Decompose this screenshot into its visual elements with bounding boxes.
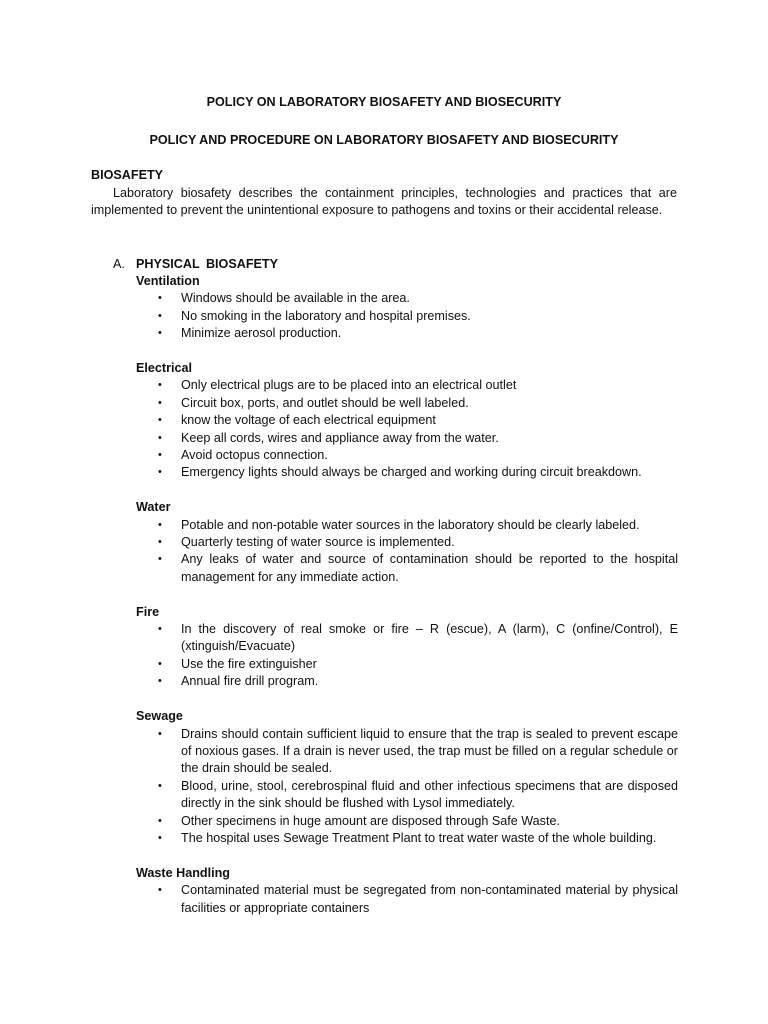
- bullet-icon: •: [158, 449, 162, 462]
- bullet-icon: •: [158, 292, 162, 305]
- bullet-icon: •: [158, 553, 162, 566]
- list-item: [136, 430, 678, 447]
- group-fire: [136, 604, 678, 691]
- list-item-text: Quarterly testing of water source is implemented.: [181, 535, 455, 550]
- bullet-list: [136, 882, 678, 917]
- list-item: [136, 551, 678, 586]
- list-item: [136, 377, 678, 394]
- bullet-icon: •: [158, 779, 162, 792]
- list-item-text: The hospital uses Sewage Treatment Plant to treat water waste of the whole building.: [181, 830, 657, 845]
- biosafety-heading: BIOSAFETY: [91, 168, 164, 182]
- bullet-list: [136, 726, 678, 848]
- bullet-icon: •: [158, 309, 162, 322]
- list-item-text: Avoid octopus connection.: [181, 448, 328, 463]
- list-item-text: Use the fire extinguisher: [181, 656, 317, 671]
- bullet-icon: •: [158, 623, 162, 636]
- group-electrical: [136, 360, 678, 482]
- list-item-text: Circuit box, ports, and outlet should be well labeled.: [181, 395, 469, 410]
- bullet-icon: •: [158, 675, 162, 688]
- list-item-text: Blood, urine, stool, cerebrospinal fluid and other infectious specimens that are disposed directly in the sink should be flushed with Lysol immediately.: [181, 778, 678, 811]
- section-letter: A.: [113, 257, 125, 271]
- list-item-text: In the discovery of real smoke or fire – R (escue), A (larm), C (onfine/Control), E (xtinguish/Evacuate): [181, 622, 678, 654]
- bullet-list: [136, 377, 678, 481]
- bullet-icon: •: [158, 884, 162, 897]
- list-item: [136, 412, 678, 429]
- list-item: [136, 778, 678, 813]
- list-item: [136, 447, 678, 464]
- list-item: [136, 813, 678, 830]
- section-title: PHYSICAL BIOSAFETY: [136, 257, 279, 271]
- list-item: [136, 308, 678, 325]
- bullet-icon: •: [158, 431, 162, 444]
- list-item-text: Minimize aerosol production.: [181, 326, 342, 341]
- bullet-icon: •: [158, 518, 162, 531]
- list-item-text: Other specimens in huge amount are disposed through Safe Waste.: [181, 813, 560, 828]
- list-item: [136, 464, 678, 481]
- bullet-icon: •: [158, 727, 162, 740]
- bullet-icon: •: [158, 396, 162, 409]
- list-item: [136, 534, 678, 551]
- list-item-text: know the voltage of each electrical equipment: [181, 413, 436, 428]
- list-item: [136, 517, 678, 534]
- list-item-text: Emergency lights should always be charged and working during circuit breakdown.: [181, 465, 642, 480]
- group-heading: Fire: [136, 604, 160, 619]
- bullet-icon: •: [158, 657, 162, 670]
- list-item: [136, 290, 678, 307]
- list-item-text: Contaminated material must be segregated from non-contaminated material by physical facilities or appropriate containers: [181, 883, 678, 915]
- list-item: [136, 325, 678, 342]
- bullet-icon: •: [158, 414, 162, 427]
- list-item: [136, 830, 678, 847]
- section-groups: [136, 273, 678, 934]
- list-item: [136, 395, 678, 412]
- group-water: [136, 499, 678, 586]
- bullet-list: [136, 517, 678, 587]
- bullet-list: [136, 290, 678, 342]
- list-item-text: Potable and non-potable water sources in the laboratory should be clearly labeled.: [181, 517, 640, 532]
- group-heading: Waste Handling: [136, 865, 230, 880]
- bullet-icon: •: [158, 379, 162, 392]
- group-heading: Water: [136, 500, 171, 515]
- list-item-text: Windows should be available in the area.: [181, 291, 410, 306]
- list-item-text: Keep all cords, wires and appliance away from the water.: [181, 430, 499, 445]
- list-item: [136, 673, 678, 690]
- group-heading: Electrical: [136, 361, 193, 376]
- list-item: [136, 726, 678, 778]
- list-item: [136, 882, 678, 917]
- bullet-icon: •: [158, 327, 162, 340]
- group-heading: Ventilation: [136, 274, 200, 288]
- bullet-icon: •: [158, 814, 162, 827]
- list-item-text: No smoking in the laboratory and hospital premises.: [181, 308, 471, 323]
- bullet-list: [136, 621, 678, 691]
- bullet-icon: •: [158, 831, 162, 844]
- group-waste-handling: [136, 865, 678, 917]
- document-title: POLICY ON LABORATORY BIOSAFETY AND BIOSECURITY: [206, 95, 562, 109]
- bullet-icon: •: [158, 466, 162, 479]
- list-item-text: Only electrical plugs are to be placed into an electrical outlet: [181, 378, 517, 393]
- document-subtitle: POLICY AND PROCEDURE ON LABORATORY BIOSAFETY AND BIOSECURITY: [149, 133, 619, 147]
- list-item-text: Drains should contain sufficient liquid to ensure that the trap is sealed to prevent escape of noxious gases. If a drain is never used, the trap must be filled on a regular schedule or the drain should be sealed.: [181, 726, 678, 776]
- group-heading: Sewage: [136, 709, 183, 724]
- group-ventilation: [136, 273, 678, 343]
- list-item: [136, 621, 678, 656]
- bullet-icon: •: [158, 536, 162, 549]
- biosafety-intro: Laboratory biosafety describes the containment principles, technologies and practices that are implemented to prevent the unintentional exposure to pathogens and toxins or their accidental release.: [91, 186, 677, 218]
- group-sewage: [136, 708, 678, 847]
- list-item-text: Any leaks of water and source of contamination should be reported to the hospital management for any immediate action.: [181, 552, 678, 584]
- list-item: [136, 656, 678, 673]
- list-item-text: Annual fire drill program.: [181, 674, 319, 689]
